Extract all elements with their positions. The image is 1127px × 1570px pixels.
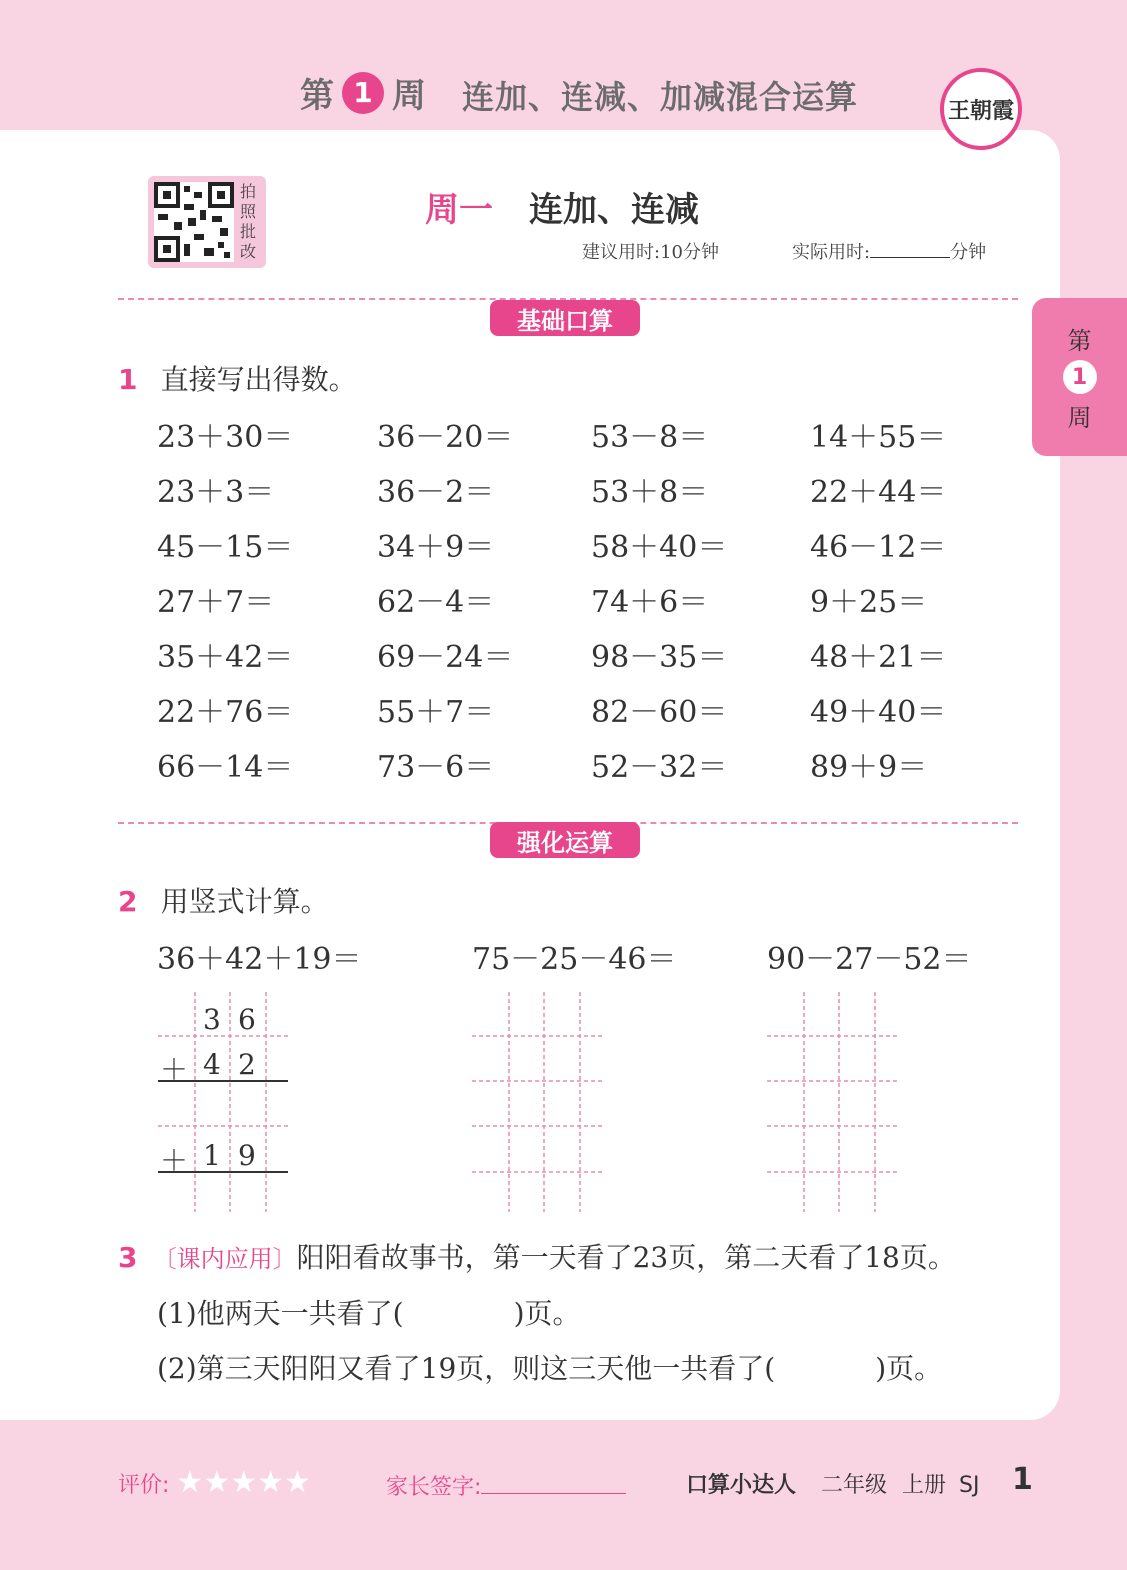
question-2: [118, 880, 329, 920]
qr-label: 拍照批改: [240, 182, 257, 261]
lesson-title: 连加、连减: [529, 190, 699, 230]
actual-time-label: 实际用时:: [792, 242, 871, 263]
digit: ＋: [160, 1144, 189, 1177]
signature-field[interactable]: [481, 1473, 626, 1494]
section-pill-advanced: 强化运算: [490, 822, 640, 858]
question-text: 直接写出得数。: [160, 363, 357, 396]
star-icon[interactable]: ★: [257, 1465, 285, 1500]
math-problem: 55＋7＝: [377, 695, 495, 730]
math-problem: 45－15＝: [157, 530, 294, 565]
digit: 9: [238, 1139, 256, 1172]
work-grid-2[interactable]: [472, 992, 602, 1212]
question-text: 用竖式计算。: [160, 885, 329, 918]
side-tab-number: 1: [1063, 360, 1097, 394]
math-problem: 9＋25＝: [810, 585, 928, 620]
section-pill-basic: 基础口算: [490, 300, 640, 336]
question-number: 3: [118, 1241, 138, 1274]
brand-logo: [940, 68, 1022, 150]
math-problem: 27＋7＝: [157, 585, 275, 620]
math-problem: 58＋40＝: [591, 530, 728, 565]
star-icon[interactable]: ★: [203, 1465, 231, 1500]
vertical-problem-3: 90－27－52＝: [767, 942, 972, 977]
math-problem: 22＋44＝: [810, 475, 947, 510]
math-problem: 35＋42＝: [157, 640, 294, 675]
actual-time: [792, 238, 986, 264]
suggested-time: 建议用时:10分钟: [582, 242, 719, 263]
question-1: [118, 358, 357, 398]
qr-code-icon: [154, 182, 234, 262]
parent-sign-label: 家长签字:: [386, 1475, 482, 1500]
math-problem: 36－20＝: [377, 420, 514, 455]
work-grid-1[interactable]: [158, 992, 288, 1212]
digit: 1: [203, 1139, 221, 1172]
digit: 3: [203, 1003, 221, 1036]
rating: [118, 1465, 311, 1500]
digit: 4: [203, 1048, 221, 1081]
star-icon[interactable]: ★: [230, 1465, 258, 1500]
math-problem: 62－4＝: [377, 585, 495, 620]
part-2-end: )页。: [875, 1352, 943, 1385]
part-2-text: (2)第三天阳阳又看了19页，则这三天他一共看了(: [157, 1352, 776, 1385]
math-problem: 66－14＝: [157, 750, 294, 785]
math-problem: 53－8＝: [591, 420, 709, 455]
math-problem: 89＋9＝: [810, 750, 928, 785]
star-icon[interactable]: ★: [284, 1465, 311, 1500]
math-problem: 46－12＝: [810, 530, 947, 565]
week-side-tab: [1032, 298, 1127, 456]
side-tab-suffix: 周: [1067, 404, 1092, 432]
question-tag: 〔课内应用〕: [152, 1245, 297, 1273]
actual-time-field[interactable]: [870, 241, 950, 258]
part-1-end: )页。: [513, 1297, 581, 1330]
parent-signature: [386, 1470, 626, 1501]
math-problem: 52－32＝: [591, 750, 728, 785]
vertical-problem-2: 75－25－46＝: [472, 942, 677, 977]
week-suffix: 周: [392, 76, 426, 116]
grade: 二年级: [821, 1473, 888, 1498]
question-number: 2: [118, 885, 138, 918]
math-problem: 73－6＝: [377, 750, 495, 785]
chapter-topic: 连加、连减、加减混合运算: [462, 78, 859, 116]
math-problem: 23＋30＝: [157, 420, 294, 455]
digit: 2: [238, 1048, 256, 1081]
math-problem: 98－35＝: [591, 640, 728, 675]
question-number: 1: [118, 363, 138, 396]
part-1-text: (1)他两天一共看了(: [157, 1297, 404, 1330]
edition: SJ: [959, 1473, 980, 1498]
actual-time-unit: 分钟: [950, 242, 987, 263]
digit: 6: [238, 1003, 256, 1036]
math-problem: 53＋8＝: [591, 475, 709, 510]
math-problem: 34＋9＝: [377, 530, 495, 565]
question-text: 阳阳看故事书，第一天看了23页，第二天看了18页。: [296, 1241, 956, 1274]
logo-text: 王朝霞: [947, 97, 1014, 124]
star-icon[interactable]: ★: [176, 1465, 204, 1500]
digit: ＋: [160, 1053, 189, 1086]
week-header: [300, 68, 426, 117]
math-problem: 74＋6＝: [591, 585, 709, 620]
week-number-badge: 1: [342, 72, 384, 114]
vertical-problem-1: 36＋42＋19＝: [157, 942, 362, 977]
math-problem: 82－60＝: [591, 695, 728, 730]
day-label: 周一: [425, 190, 493, 230]
math-problem: 36－2＝: [377, 475, 495, 510]
side-tab-prefix: 第: [1067, 327, 1092, 355]
book-info: [686, 1468, 980, 1499]
book-title: 口算小达人: [686, 1473, 797, 1498]
question-3-part-2: [157, 1347, 942, 1387]
math-problem: 48＋21＝: [810, 640, 947, 675]
math-problem: 69－24＝: [377, 640, 514, 675]
math-problem: 49＋40＝: [810, 695, 947, 730]
rating-label: 评价:: [118, 1473, 170, 1498]
week-prefix: 第: [300, 76, 334, 116]
page-number: 1: [1012, 1462, 1033, 1497]
math-problem: 14＋55＝: [810, 420, 947, 455]
volume: 上册: [902, 1473, 947, 1498]
math-problem: 22＋76＝: [157, 695, 294, 730]
work-grid-3[interactable]: [767, 992, 897, 1212]
question-3-part-1: [157, 1292, 581, 1332]
math-problem: 23＋3＝: [157, 475, 275, 510]
day-title: [425, 182, 699, 231]
qr-code-block[interactable]: [148, 176, 266, 268]
question-3: [118, 1236, 956, 1276]
